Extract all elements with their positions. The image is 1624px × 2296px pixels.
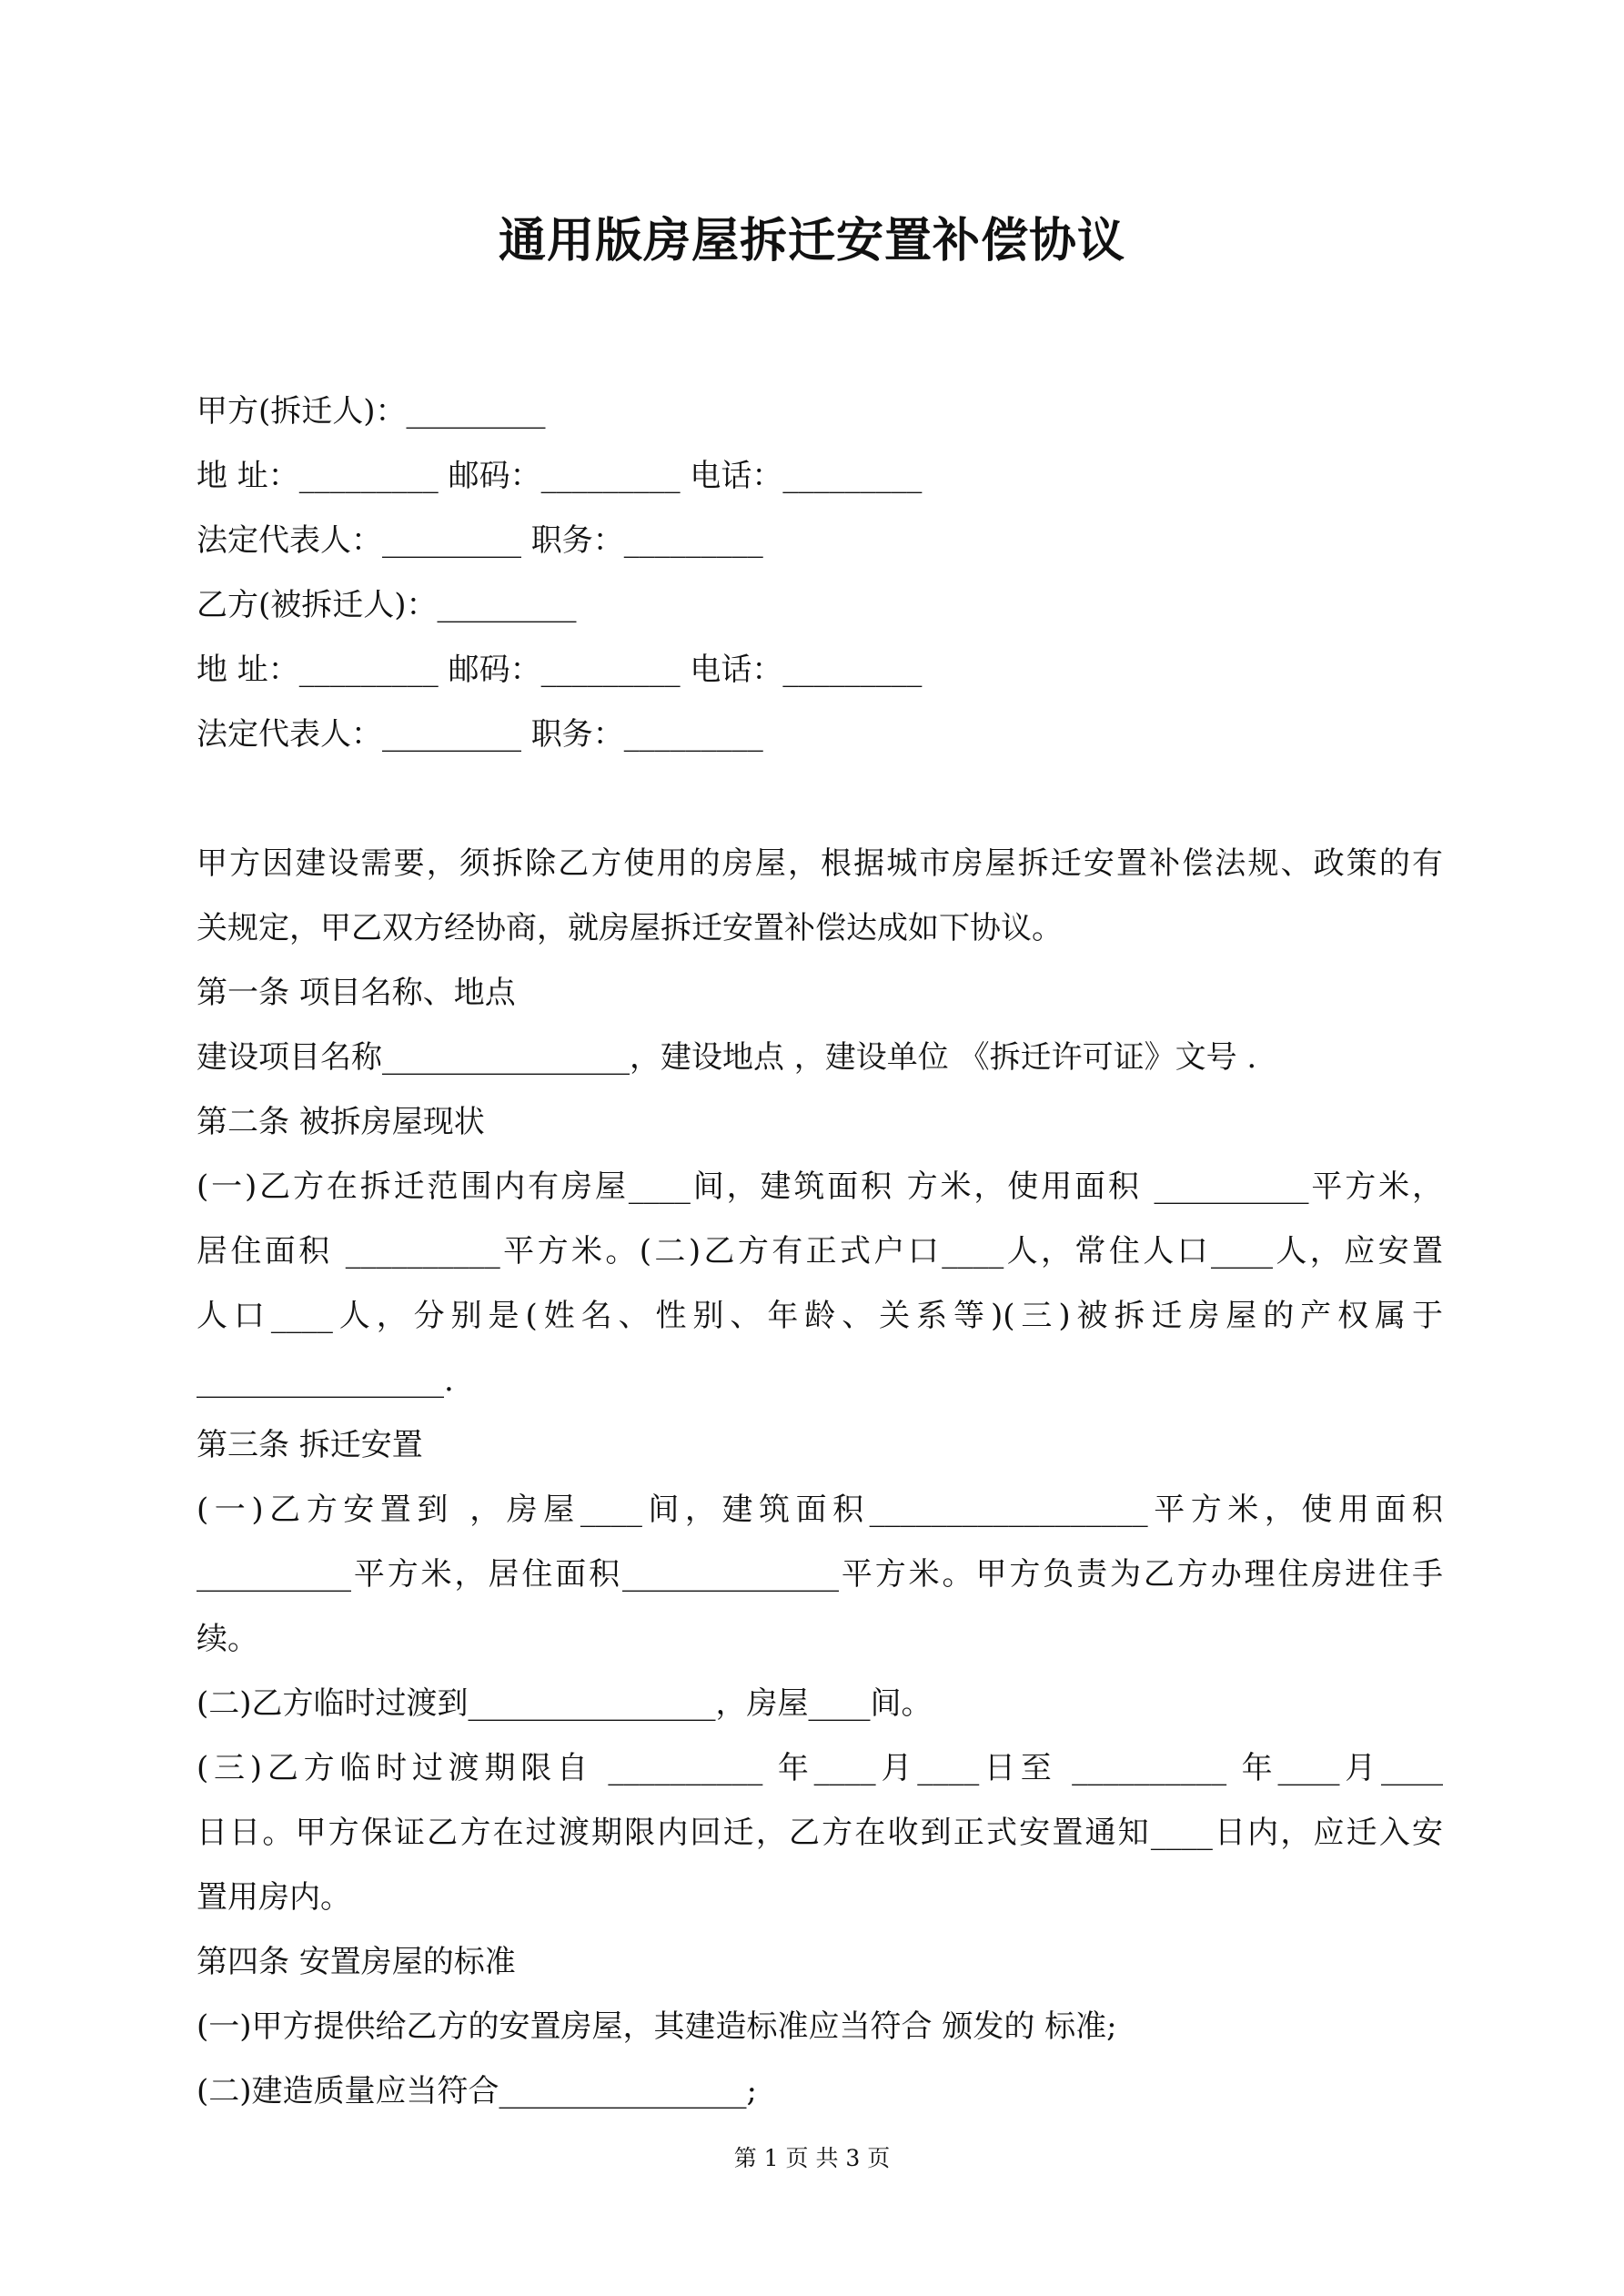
- article-3-text-line-2: __________平方米，居住面积______________平方米。甲方负责为乙方办理住房进住手: [197, 1556, 1443, 1593]
- page-number-footer: 第 1 页 共 3 页: [733, 2145, 891, 2171]
- party-a-name-line: 甲方(拆迁人)：_________: [197, 393, 546, 430]
- party-a-representative-line: 法定代表人：_________ 职务：_________: [197, 522, 763, 559]
- article-3-text-line-3: 续。: [197, 1621, 258, 1657]
- article-3-clause-3-line-2: 日日。甲方保证乙方在过渡期限内回迁，乙方在收到正式安置通知____日内，应迁入安: [197, 1815, 1443, 1851]
- article-3-heading: 第三条 拆迁安置: [197, 1427, 423, 1463]
- article-2-text-line-3: 人口____人，分别是(姓名、性别、年龄、关系等)(三)被拆迁房屋的产权属于: [197, 1298, 1443, 1334]
- article-4-clause-1: (一)甲方提供给乙方的安置房屋，其建造标准应当符合 颁发的 标准;: [197, 2008, 1117, 2045]
- article-4-clause-2: (二)建造质量应当符合________________;: [197, 2073, 757, 2109]
- article-4-heading: 第四条 安置房屋的标准: [197, 1944, 516, 1980]
- article-1-heading: 第一条 项目名称、地点: [197, 975, 516, 1011]
- document-title: 通用版房屋拆迁安置补偿协议: [498, 213, 1125, 268]
- article-2-text-line-2: 居住面积 __________平方米。(二)乙方有正式户口____人，常住人口____人，应安置: [197, 1233, 1443, 1269]
- article-1-text: 建设项目名称________________，建设地点 ，建设单位 《拆迁许可证》文号 .: [197, 1039, 1257, 1076]
- article-3-text-line-1: (一)乙方安置到 ，房屋____间，建筑面积__________________平方米，使用面积: [197, 1492, 1443, 1528]
- article-2-text-line-4: ________________.: [197, 1362, 454, 1399]
- party-b-address-line: 地 址：_________ 邮码：_________ 电话：_________: [197, 652, 923, 688]
- article-3-clause-2: (二)乙方临时过渡到________________，房屋____间。: [197, 1685, 933, 1722]
- article-2-text-line-1: (一)乙方在拆迁范围内有房屋____间，建筑面积 方米，使用面积 __________平方米，: [197, 1168, 1443, 1205]
- party-b-representative-line: 法定代表人：_________ 职务：_________: [197, 716, 763, 753]
- article-2-heading: 第二条 被拆房屋现状: [197, 1104, 485, 1140]
- party-b-name-line: 乙方(被拆迁人)：_________: [197, 587, 577, 623]
- article-3-clause-3-line-3: 置用房内。: [197, 1879, 351, 1916]
- preamble-line-2: 关规定，甲乙双方经协商，就房屋拆迁安置补偿达成如下协议。: [197, 910, 1063, 946]
- preamble-line-1: 甲方因建设需要，须拆除乙方使用的房屋，根据城市房屋拆迁安置补偿法规、政策的有: [197, 845, 1443, 882]
- party-a-address-line: 地 址：_________ 邮码：_________ 电话：_________: [197, 458, 923, 494]
- article-3-clause-3-line-1: (三)乙方临时过渡期限自 __________ 年____月____日至 __________ 年____月____: [197, 1750, 1443, 1786]
